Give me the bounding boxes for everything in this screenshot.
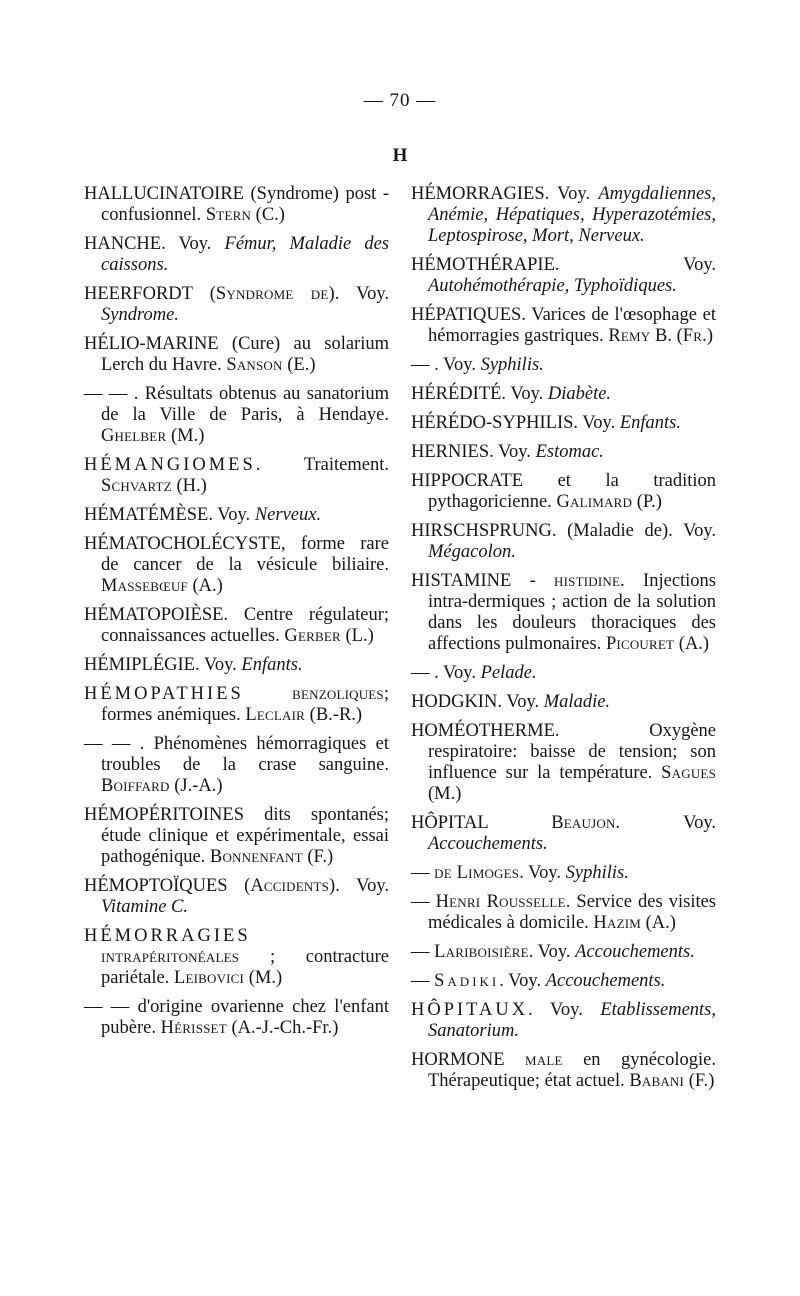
index-entry-text: HÉMOPTOÏQUES (: [84, 876, 251, 896]
index-entry-text: HÉMANGIOMES: [84, 455, 256, 475]
index-entry-text: . Voy.: [519, 863, 566, 883]
index-entry-text: HÉLIO-MARINE (Cure) au solarium Lerch du Havre.: [84, 334, 389, 375]
index-entry-text: Sadiki: [434, 971, 500, 991]
index-entry: [84, 234, 389, 276]
index-entry-text: — — . Phénomènes hémorragiques et troubles de la crase sanguine.: [84, 734, 389, 775]
index-entry-text: . Voy.: [499, 971, 546, 991]
index-entry-text: Diabète.: [547, 384, 612, 404]
index-entry-text: Sagues: [661, 763, 716, 783]
index-entry-text: Autohémothérapie, Typhoïdiques.: [428, 276, 677, 296]
index-entry-text: HIPPOCRATE et la tradition pythagoricienne.: [411, 471, 716, 512]
index-entry-text: (A.): [674, 634, 710, 654]
index-entry-text: Schvartz: [101, 476, 172, 496]
index-entry-text: . Service des visites médicales à domicile.: [428, 892, 717, 933]
index-entry: [84, 655, 389, 676]
index-entry-text: HEERFORDT (: [84, 284, 216, 304]
index-entry-text: HÉMORRAGIES: [84, 926, 251, 946]
index-entry: [411, 663, 716, 684]
index-entry-text: Picouret: [605, 634, 675, 654]
index-entry-text: Amygdaliennes, Anémie, Hépatiques, Hyperazotémies, Leptospirose, Mort, Nerveux.: [428, 184, 716, 246]
index-entry-text: ). Voy.: [328, 284, 390, 304]
index-entry: [411, 942, 716, 963]
index-entry-text: HOMÉOTHERME. Oxygène respiratoire: baisse de tension; son influence sur la température.: [411, 721, 716, 783]
index-entry-text: Gerber: [284, 626, 341, 646]
index-entry-text: Hazim: [593, 913, 641, 933]
index-entry-text: Etablissements, Sanatorium.: [428, 1000, 716, 1041]
index-entry-text: HÉMOTHÉRAPIE. Voy.: [411, 255, 716, 275]
index-entry-text: Enfants.: [241, 655, 303, 675]
index-entry: [411, 892, 716, 934]
index-entry: [411, 413, 716, 434]
index-entry: [84, 455, 389, 497]
index-entry-text: HÉMOPATHIES: [84, 684, 244, 704]
index-entry: [411, 521, 716, 563]
index-entry-text: Galimard: [556, 492, 633, 512]
index-entry: [411, 813, 716, 855]
index-entry-text: Sanson: [226, 355, 283, 375]
index-entry: [84, 505, 389, 526]
index-entry-text: (P.): [632, 492, 662, 512]
index-entry-text: Fr.: [682, 326, 707, 346]
index-entry-text: HÉRÉDO-SYPHILIS. Voy.: [411, 413, 620, 433]
index-entry-text: HISTAMINE -: [411, 571, 555, 591]
index-column-left: [84, 184, 389, 1047]
index-entry: [411, 305, 716, 347]
index-entry-text: (A.-J.-Ch.-Fr.): [226, 1018, 339, 1038]
index-entry-text: (M.): [244, 968, 283, 988]
index-entry-text: —: [411, 942, 435, 962]
index-entry-text: Henri Rousselle: [435, 892, 566, 912]
index-entry-text: Accidents: [250, 876, 330, 896]
index-entry: [84, 926, 389, 989]
index-entry-text: ; formes anémiques.: [101, 684, 389, 725]
index-entry: [84, 734, 389, 797]
index-entry-text: Nerveux.: [254, 505, 322, 525]
index-entry-text: HÉMORRAGIES. Voy.: [411, 184, 599, 204]
index-entry-text: (A.): [187, 576, 223, 596]
index-entry-text: benzoliques: [292, 684, 384, 704]
index-entry-text: HODGKIN. Voy.: [411, 692, 544, 712]
index-entry: [411, 863, 716, 884]
index-entry-text: Syndrome de: [215, 284, 329, 304]
index-entry-text: en gynécologie. Thérapeutique; état actuel.: [428, 1050, 717, 1091]
index-entry-text: Massebœuf: [101, 576, 188, 596]
index-entry-text: HÉMATÉMÈSE. Voy.: [84, 505, 255, 525]
index-entry-text: HÔPITAL: [411, 813, 552, 833]
index-entry: [84, 534, 389, 597]
index-entry-text: (F.): [302, 847, 334, 867]
index-entry-text: Stern: [205, 205, 252, 225]
index-entry-text: (C.): [251, 205, 285, 225]
index-entry: [411, 384, 716, 405]
index-entry-text: Accouchements.: [575, 942, 695, 962]
index-entry: [411, 184, 716, 247]
index-entry: [411, 1000, 716, 1042]
index-entry: [84, 334, 389, 376]
index-entry-text: Babani: [629, 1071, 685, 1091]
index-entry-text: Accouchements.: [428, 834, 548, 854]
index-entry-text: Vitamine C.: [101, 897, 189, 917]
index-entry-text: Mégacolon.: [428, 542, 516, 562]
index-entry-text: — — d'origine ovarienne chez l'enfant pubère.: [84, 997, 389, 1038]
index-entry-text: HÉMATOCHOLÉCYSTE, forme rare de cancer de la vésicule biliaire.: [84, 534, 389, 575]
index-entry-text: male: [524, 1050, 563, 1070]
index-entry-text: HALLUCINATOIRE (Syndrome) post - confusionnel.: [84, 184, 389, 225]
index-entry-text: —: [411, 971, 435, 991]
index-entry-text: (M.): [428, 784, 462, 804]
index-entry-text: (F.): [684, 1071, 715, 1091]
index-entry-text: HÔPITAUX: [411, 1000, 529, 1020]
index-entry: [411, 355, 716, 376]
index-entry: [411, 571, 716, 655]
index-entry-text: (A.): [641, 913, 676, 933]
index-entry-text: HÉMIPLÉGIE. Voy.: [84, 655, 242, 675]
index-entry-text: Estomac.: [535, 442, 604, 462]
index-entry-text: [244, 684, 292, 704]
index-entry: [84, 876, 389, 918]
index-entry: [411, 255, 716, 297]
index-entry: [84, 805, 389, 868]
index-entry-text: Boiffard: [101, 776, 170, 796]
index-entry-text: . Voy.: [528, 942, 576, 962]
index-entry-text: HERNIES. Voy.: [411, 442, 536, 462]
index-entry-text: (H.): [171, 476, 207, 496]
index-entry-text: Hérisset: [160, 1018, 227, 1038]
index-entry-text: Syphilis.: [480, 355, 544, 375]
index-entry-text: . Traitement.: [255, 455, 389, 475]
index-entry-text: . Voy.: [528, 1000, 601, 1020]
index-column-right: [411, 184, 716, 1100]
index-entry: [84, 184, 389, 226]
index-entry-text: Accouchements.: [545, 971, 666, 991]
index-entry-text: . Injections intra-dermiques ; action de la solution dans les douleurs thoraciques des affections pulmonaires.: [428, 571, 717, 654]
index-entry-text: (B.-R.): [305, 705, 363, 725]
page-number: — 70 —: [363, 90, 437, 111]
index-entry-text: Enfants.: [619, 413, 681, 433]
index-entry-text: ). Voy.: [329, 876, 389, 896]
index-entry: [84, 684, 389, 726]
index-entry: [84, 605, 389, 647]
index-entry-text: Ghelber: [101, 426, 167, 446]
index-entry-text: — . Voy.: [411, 663, 481, 683]
index-entry-text: Maladie.: [543, 692, 611, 712]
index-entry-text: Fémur, Maladie des caissons.: [101, 234, 389, 275]
index-entry-text: —: [411, 892, 436, 912]
index-entry-text: Syndrome.: [101, 305, 179, 325]
index-entry-text: Remy: [608, 326, 651, 346]
index-entry-text: Beaujon: [551, 813, 616, 833]
index-entry-text: (L.): [340, 626, 374, 646]
section-letter-heading: H: [392, 145, 408, 166]
index-entry-text: histidine: [554, 571, 621, 591]
index-entry-text: de Limoges: [434, 863, 520, 883]
index-entry-text: Syphilis.: [565, 863, 629, 883]
index-entry-text: HORMONE: [411, 1050, 525, 1070]
index-entry-text: intrapéritonéales: [101, 947, 240, 967]
index-entry-text: B. (: [650, 326, 683, 346]
index-entry-text: (M.): [166, 426, 205, 446]
index-entry-text: — — . Résultats obtenus au sanatorium de la Ville de Paris, à Hendaye.: [84, 384, 389, 425]
index-entry-text: (J.-A.): [169, 776, 223, 796]
index-entry-text: ): [706, 326, 714, 346]
index-entry: [411, 692, 716, 713]
index-entry-text: HÉRÉDITÉ. Voy.: [411, 384, 548, 404]
index-entry: [84, 997, 389, 1039]
index-entry-text: HÉPATIQUES. Varices de l'œsophage et hémorragies gastriques.: [411, 305, 716, 346]
index-entry-text: Leibovici: [173, 968, 245, 988]
index-entry-text: HIRSCHSPRUNG. (Maladie de). Voy.: [411, 521, 716, 541]
index-entry-text: ; contracture pariétale.: [101, 947, 389, 988]
index-entry: [411, 1050, 716, 1092]
index-entry-text: Lariboisière: [434, 942, 529, 962]
index-entry-text: Bonnenfant: [209, 847, 303, 867]
index-entry-text: HÉMATOPOIÈSE. Centre régulateur; connaissances actuelles.: [84, 605, 389, 646]
index-entry-text: Leclair: [245, 705, 306, 725]
index-entry: [411, 721, 716, 805]
index-entry: [84, 284, 389, 326]
index-entry-text: — . Voy.: [411, 355, 481, 375]
index-entry: [411, 442, 716, 463]
index-entry-text: . Voy.: [615, 813, 716, 833]
index-entry-text: (E.): [282, 355, 316, 375]
index-entry-text: —: [411, 863, 435, 883]
index-entry-text: Pelade.: [480, 663, 537, 683]
index-entry: [84, 384, 389, 447]
index-entry-text: HÉMOPÉRITOINES dits spontanés; étude clinique et expérimentale, essai pathogénique.: [84, 805, 389, 867]
index-entry: [411, 471, 716, 513]
index-entry-text: HANCHE. Voy.: [84, 234, 225, 254]
index-entry: [411, 971, 716, 992]
